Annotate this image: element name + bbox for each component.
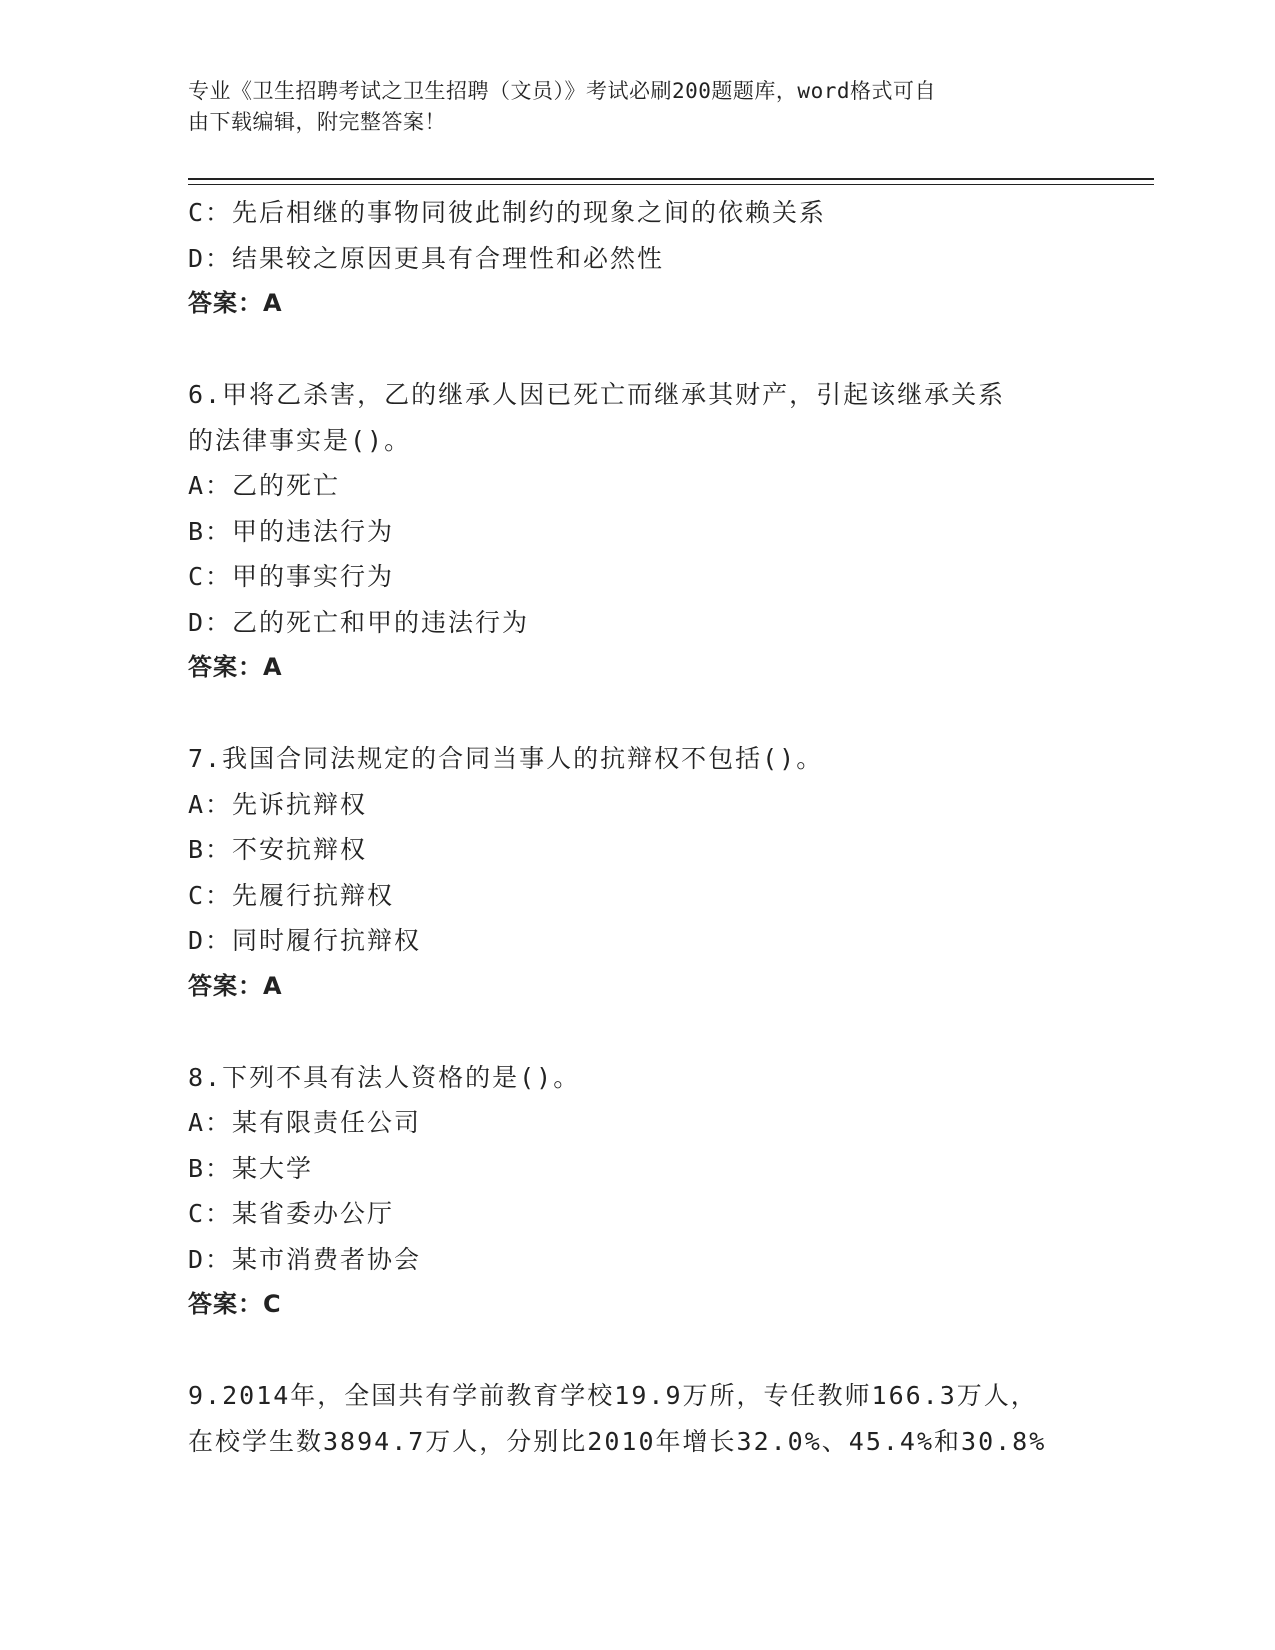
question-list (188, 190, 1088, 1464)
answer: 答案：C (188, 1290, 282, 1318)
option-d: D：结果较之原因更具有合理性和必然性 (188, 243, 665, 273)
header-rule-thick (188, 178, 1154, 180)
question-stem-cont: 在校学生数3894.7万人，分别比2010年增长32.0%、45.4%和30.8% (188, 1426, 1047, 1456)
question-stem-cont: 的法律事实是()。 (188, 425, 412, 455)
spacer (188, 1328, 1088, 1374)
question-stem: 7.我国合同法规定的合同当事人的抗辩权不包括()。 (188, 744, 824, 773)
answer: 答案：A (188, 971, 283, 1000)
spacer (188, 691, 1088, 737)
question-8 (188, 1055, 1088, 1328)
option-d: D：乙的死亡和甲的违法行为 (188, 607, 530, 637)
header-line-1: 专业《卫生招聘考试之卫生招聘（文员）》考试必刷200题题库，word格式可自 (188, 79, 936, 103)
question-stem: 6.甲将乙杀害，乙的继承人因已死亡而继承其财产，引起该继承关系 (188, 380, 1006, 409)
option-c: C：先履行抗辩权 (188, 880, 395, 910)
question-stem: 9.2014年，全国共有学前教育学校19.9万所，专任教师166.3万人， (188, 1381, 1038, 1410)
question-5-tail (188, 190, 1088, 327)
document-header (188, 76, 1068, 138)
question-7 (188, 736, 1088, 1009)
question-6 (188, 372, 1088, 691)
option-d: D：某市消费者协会 (188, 1244, 422, 1274)
question-stem: 8.下列不具有法人资格的是()。 (188, 1062, 581, 1092)
option-a: A：先诉抗辩权 (188, 789, 368, 819)
option-b: B：某大学 (188, 1153, 314, 1183)
option-b: B：甲的违法行为 (188, 516, 395, 546)
option-a: A：某有限责任公司 (188, 1108, 422, 1137)
spacer (188, 327, 1088, 373)
option-b: B：不安抗辩权 (188, 835, 368, 864)
answer: 答案：A (188, 653, 283, 681)
answer: 答案：A (188, 289, 283, 317)
spacer (188, 1009, 1088, 1055)
option-c: C：先后相继的事物同彼此制约的现象之间的依赖关系 (188, 198, 827, 227)
option-c: C：某省委办公厅 (188, 1199, 395, 1228)
question-9 (188, 1373, 1088, 1464)
option-d: D：同时履行抗辩权 (188, 926, 422, 955)
option-a: A：乙的死亡 (188, 471, 341, 500)
header-rule-thin (188, 184, 1154, 185)
option-c: C：甲的事实行为 (188, 562, 395, 591)
header-line-2: 由下载编辑，附完整答案！ (188, 110, 446, 134)
